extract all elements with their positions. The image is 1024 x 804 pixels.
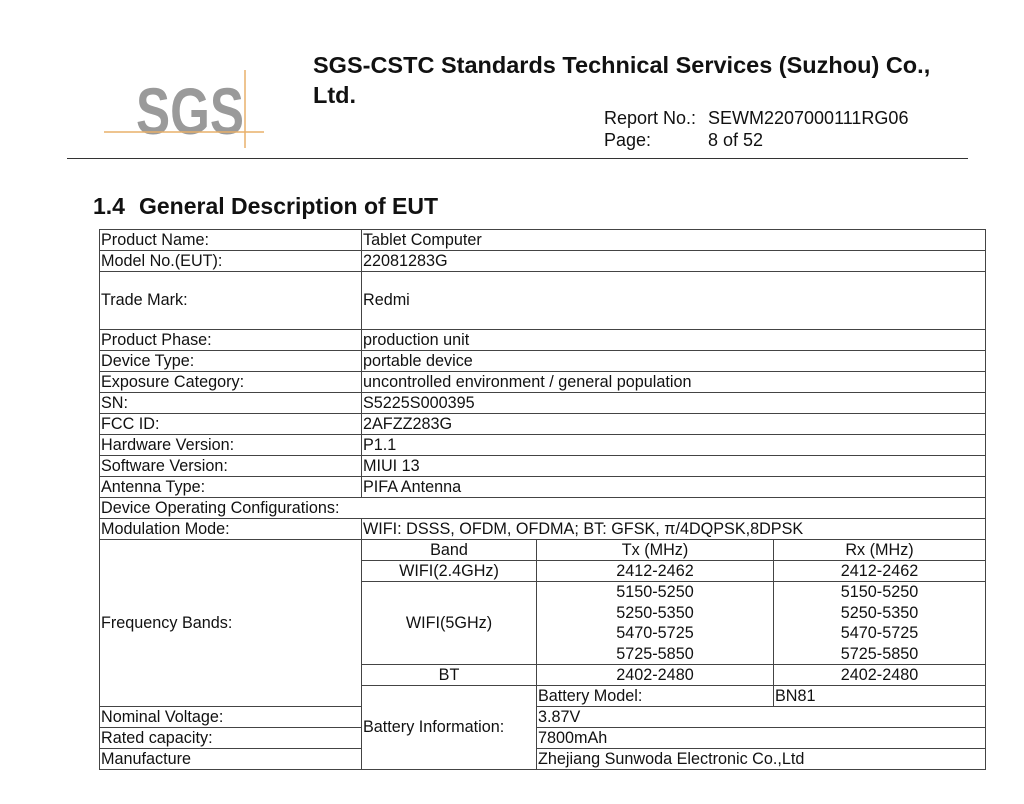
antenna-type-value: PIFA Antenna (362, 477, 986, 498)
table-row (100, 393, 986, 414)
hardware-version-label: Hardware Version: (100, 435, 362, 456)
model-no-label: Model No.(EUT): (100, 251, 362, 272)
section-heading (93, 193, 438, 220)
device-type-value: portable device (362, 351, 986, 372)
software-version-value: MIUI 13 (362, 456, 986, 477)
report-info (604, 107, 908, 151)
device-type-label: Device Type: (100, 351, 362, 372)
rx-wifi5-range: 5725-5850 (840, 644, 919, 663)
table-row (100, 435, 986, 456)
antenna-type-label: Antenna Type: (100, 477, 362, 498)
product-phase-value: production unit (362, 330, 986, 351)
rated-capacity-value: 7800mAh (537, 728, 986, 749)
svg-text:SGS: SGS (136, 74, 244, 148)
tx-wifi5-range: 5725-5850 (616, 644, 694, 663)
sgs-logo (104, 70, 269, 148)
tx-wifi24: 2412-2462 (537, 561, 774, 582)
rx-header: Rx (MHz) (774, 540, 986, 561)
battery-model-value: BN81 (774, 686, 986, 707)
model-no-value: 22081283G (362, 251, 986, 272)
device-operating-configurations-label: Device Operating Configurations: (100, 498, 986, 519)
table-row (100, 372, 986, 393)
trade-mark-label: Trade Mark: (100, 272, 362, 330)
report-no-value: SEWM2207000111RG06 (708, 108, 909, 128)
page-label: Page: (604, 130, 652, 150)
rx-wifi5 (774, 582, 986, 665)
rx-wifi5-range: 5470-5725 (840, 624, 919, 642)
product-name-label: Product Name: (100, 230, 362, 251)
table-row (100, 351, 986, 372)
tx-wifi5-range: 5470-5725 (616, 624, 694, 642)
manufacture-value: Zhejiang Sunwoda Electronic Co.,Ltd (537, 749, 986, 770)
table-row (100, 707, 986, 728)
band-wifi5: WIFI(5GHz) (362, 582, 537, 665)
table-row (100, 251, 986, 272)
sn-value: S5225S000395 (362, 393, 986, 414)
header-divider (67, 158, 968, 159)
table-row (100, 498, 986, 519)
rx-wifi5-range: 5250-5350 (840, 603, 919, 622)
company-name (313, 50, 1003, 110)
software-version-label: Software Version: (100, 456, 362, 477)
fcc-id-value: 2AFZZ283G (362, 414, 986, 435)
tx-bt: 2402-2480 (537, 665, 774, 686)
sn-label: SN: (100, 393, 362, 414)
tx-header: Tx (MHz) (537, 540, 774, 561)
table-row (100, 749, 986, 770)
table-row (100, 456, 986, 477)
section-number: 1.4 (93, 193, 125, 219)
table-row (100, 477, 986, 498)
table-row (100, 272, 986, 330)
nominal-voltage-value: 3.87V (537, 707, 986, 728)
product-name-value: Tablet Computer (362, 230, 986, 251)
tx-wifi5-range: 5150-5250 (616, 583, 694, 601)
company-name-line2: Ltd. (313, 82, 357, 108)
band-header: Band (362, 540, 537, 561)
battery-model-label: Battery Model: (537, 686, 774, 707)
rx-bt: 2402-2480 (774, 665, 986, 686)
table-row (100, 728, 986, 749)
frequency-bands-label: Frequency Bands: (100, 540, 362, 707)
report-no-label: Report No.: (604, 108, 697, 128)
tx-wifi5-range: 5250-5350 (616, 603, 694, 622)
exposure-category-label: Exposure Category: (100, 372, 362, 393)
battery-information-label: Battery Information: (362, 686, 537, 770)
manufacture-label: Manufacture (100, 749, 362, 770)
rx-wifi24: 2412-2462 (774, 561, 986, 582)
company-name-line1: SGS-CSTC Standards Technical Services (Suzhou) Co., (313, 52, 931, 78)
rated-capacity-label: Rated capacity: (100, 728, 362, 749)
trade-mark-value: Redmi (362, 272, 986, 330)
modulation-mode-label: Modulation Mode: (100, 519, 362, 540)
product-phase-label: Product Phase: (100, 330, 362, 351)
table-row (100, 519, 986, 540)
page-value: 8 of 52 (708, 130, 764, 150)
modulation-mode-value: WIFI: DSSS, OFDM, OFDMA; BT: GFSK, π/4DQPSK,8DPSK (362, 519, 986, 540)
table-row (100, 230, 986, 251)
exposure-category-value: uncontrolled environment / general population (362, 372, 986, 393)
band-bt: BT (362, 665, 537, 686)
band-wifi24: WIFI(2.4GHz) (362, 561, 537, 582)
table-row (100, 414, 986, 435)
fcc-id-label: FCC ID: (100, 414, 362, 435)
eut-description-table (99, 229, 986, 770)
nominal-voltage-label: Nominal Voltage: (100, 707, 362, 728)
hardware-version-value: P1.1 (362, 435, 986, 456)
rx-wifi5-range: 5150-5250 (840, 583, 919, 601)
table-row (100, 330, 986, 351)
section-title: General Description of EUT (138, 193, 439, 219)
table-row (100, 540, 986, 561)
tx-wifi5 (537, 582, 774, 665)
